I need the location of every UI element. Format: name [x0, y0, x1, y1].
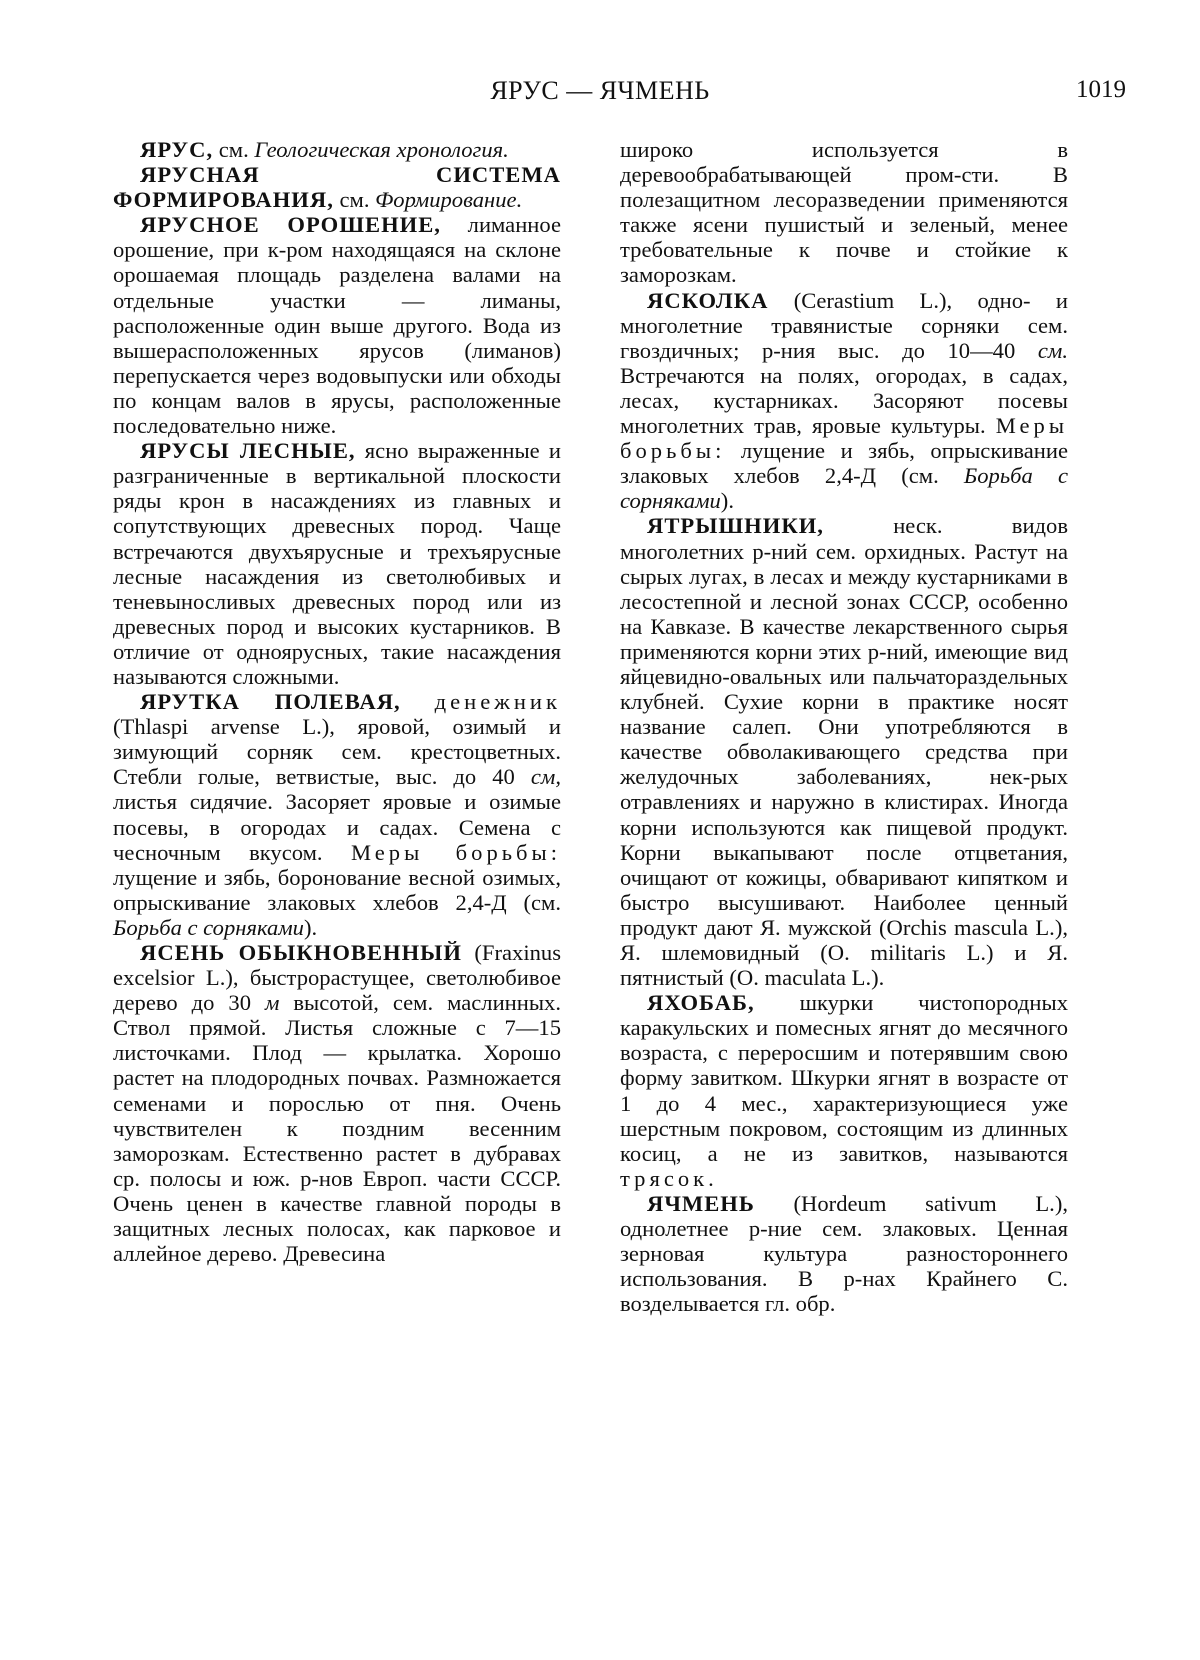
page-header — [0, 0, 1200, 110]
dictionary-entry — [620, 1191, 1068, 1316]
dictionary-entry — [620, 990, 1068, 1191]
entry-headword: ЯРУСНАЯ СИСТЕМА ФОРМИРОВАНИЯ, — [113, 162, 561, 213]
dictionary-entry — [113, 940, 561, 1266]
running-head-title: ЯРУС — ЯЧМЕНЬ — [490, 76, 710, 105]
entry-text: ясно выраженные и разграниченные в вертикальной плоскости ряды крон в насаждениях из главных и сопутствующих древесных пород. Чаще встречаются двухъярусные и трехъярусные лесные насаждения из светолюбивых и теневыносливых древесных пород или из древесных пород и высоких кустарников. В отличие от одноярусных, такие насаждения называются сложными. — [113, 438, 561, 689]
entry-headword: ЯСЕНЬ ОБЫКНОВЕННЫЙ — [140, 940, 462, 965]
entry-text: ). — [720, 488, 734, 514]
entry-spaced-text: трясок. — [620, 1165, 718, 1191]
dictionary-entry — [620, 137, 1068, 288]
dictionary-entry — [620, 513, 1068, 990]
entry-headword: ЯРУТКА ПОЛЕВАЯ, — [140, 689, 401, 715]
page-number: 1019 — [1076, 76, 1126, 103]
entry-text: шкурки чистопородных каракульских и помесных ягнят до месячного возраста, с переросшим и потерявшим свою форму завитком. Шкурки ягнят в возрасте от 1 до 4 мес., характеризующиеся уже шерстным покровом, состоящим из длинных косиц, а не из завитков, называются — [620, 990, 1068, 1166]
text-column-right — [620, 137, 1068, 1316]
entry-text: см. — [213, 137, 255, 162]
entry-text: лущение и зябь, боронование весной озимых, опрыскивание злаковых хлебов 2,4-Д (см. — [113, 864, 561, 915]
entry-text: Встречаются на полях, огородах, в садах, лесах, кустарниках. Засоряют посевы многолетних трав, яровые культуры. — [620, 362, 1068, 439]
entry-text: (Hordeum sativum L.), однолетнее р-ние сем. злаковых. Ценная зерновая культура разностороннего использования. В р-нах Крайнего С. возделывается гл. обр. — [620, 1190, 1068, 1317]
entry-text: (Thlaspi arvense L.), яровой, озимый и зимующий сорняк сем. крестоцветных. Стебли голые, ветвистые, выс. до 40 — [113, 714, 561, 790]
entry-italic-text: см. — [1037, 337, 1068, 363]
entry-italic-text: м — [264, 990, 280, 1016]
entry-text: лущение и зябь, опрыскивание злаковых хлебов 2,4-Д (см. — [620, 438, 1068, 489]
dictionary-entry — [113, 438, 561, 689]
entry-text: высотой, сем. маслинных. Ствол прямой. Листья сложные с 7—15 листочками. Плод — крылатка. Хорошо растет на плодородных почвах. Размножается семенами и порослью от пня. Очень чувствителен к поздним весенним заморозкам. Естественно растет в дубравах ср. полосы и юж. р-нов Европ. части СССР. Очень ценен в качестве главной породы в защитных лесных полосах, как парковое и аллейное дерево. Древесина — [113, 990, 561, 1267]
entry-italic-text: Геологическая хронология. — [254, 137, 509, 162]
entry-italic-text: Формирование. — [375, 187, 523, 213]
entry-text: неск. видов многолетних р-ний сем. орхидных. Растут на сырых лугах, в лесах и между кустарниками в лесостепной и лесной зонах СССР, особенно на Кавказе. В качестве лекарственного сырья применяются корни этих р-ний, имеющие вид яйцевидно-овальных или пальчатораздельных клубней. Сухие корни в практике носят название салеп. Они употребляются в качестве обволакивающего средства при желудочных заболеваниях, нек-рых отравлениях и наружно в клистирах. Иногда корни используются как пищевой продукт. Корни выкапывают после отцветания, очищают от кожицы, обваривают кипятком и быстро высушивают. Наиболее ценный продукт дают Я. мужской (Orchis mascula L.), Я. шлемовидный (O. militaris L.) и Я. пятнистый (O. maculata L.). — [620, 513, 1068, 991]
entry-text: широко используется в деревообрабатывающей пром-сти. В полезащитном лесоразведении применяются также ясени пушистый и зеленый, менее требовательные к почве и стойкие к заморозкам. — [620, 137, 1068, 288]
entry-spaced-text: денежник — [434, 689, 561, 715]
entry-text: (Fraxinus excelsior L.), быстрорастущее, светолюбивое дерево до 30 — [113, 940, 561, 1016]
dictionary-entry — [113, 689, 561, 940]
entry-italic-text: Борьба с сорняками — [113, 914, 304, 940]
entry-headword: ЯХОБАБ, — [647, 990, 755, 1016]
entry-text: листья сидячие. Засоряет яровые и озимые посевы, в огородах и садах. Семена с чесночным вкусом. — [113, 789, 561, 865]
entry-text: ). — [303, 914, 318, 940]
entry-headword: ЯРУС, — [140, 137, 214, 162]
dictionary-entry — [113, 212, 561, 438]
entry-spaced-text: Меры борьбы: — [620, 413, 1068, 464]
entry-text — [401, 689, 435, 714]
dictionary-entry — [620, 288, 1068, 514]
entry-spaced-text: Меры борьбы: — [350, 839, 561, 865]
dictionary-entry — [113, 162, 561, 212]
entry-headword: ЯЧМЕНЬ — [647, 1190, 755, 1216]
entry-headword: ЯРУСЫ ЛЕСНЫЕ, — [140, 438, 356, 464]
entry-text: лиманное орошение, при к-ром находящаяся на склоне орошаемая площадь разделена валами на отдельные участки — лиманы, расположенные один выше другого. Вода из вышерасположенных ярусов (лиманов) перепускается через водовыпуски или обходы по концам валов в ярусы, расположенные последовательно ниже. — [113, 212, 561, 439]
entry-headword: ЯСКОЛКА — [647, 287, 769, 313]
entry-italic-text: Борьба с сорняками — [620, 463, 1068, 514]
dictionary-entry — [113, 137, 561, 162]
entry-headword: ЯРУСНОЕ ОРОШЕНИЕ, — [140, 212, 441, 238]
entry-text: см. — [333, 187, 376, 213]
entry-italic-text: см, — [530, 764, 561, 790]
entry-text: (Cerastium L.), одно- и многолетние травянистые сорняки сем. гвоздичных; р-ния выс. до 10—40 — [620, 287, 1068, 363]
text-column-left — [113, 137, 561, 1266]
entry-headword: ЯТРЫШНИКИ, — [647, 513, 824, 539]
